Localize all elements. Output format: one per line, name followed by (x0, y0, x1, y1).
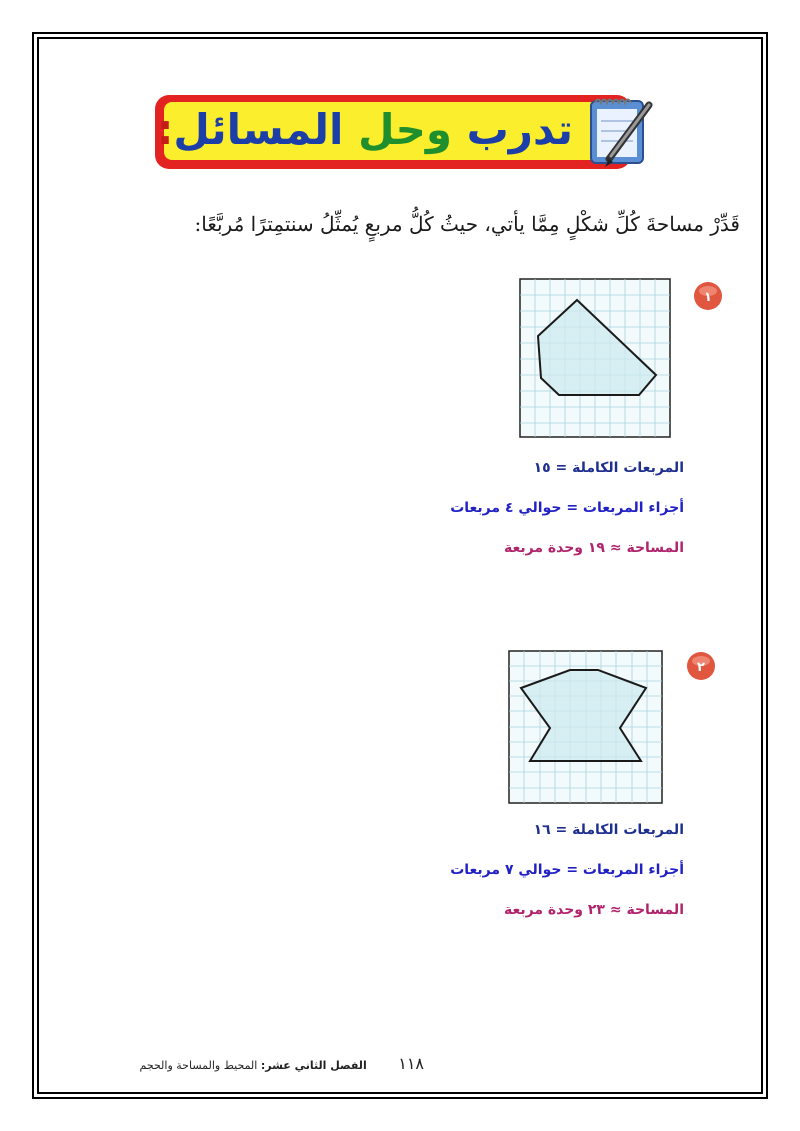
banner-title-part2: وحل (358, 105, 452, 154)
whole-squares-1: المربعات الكاملة = ١٥ (533, 460, 684, 476)
banner-title-colon: : (156, 105, 174, 154)
banner-title-part1: تدرب (466, 105, 573, 154)
problem-number-1: ١ (704, 290, 712, 305)
footer-chapter: الفصل الثاني عشر: (260, 1059, 367, 1072)
shape-grid-2 (508, 650, 663, 804)
problem-number-2-badge (686, 651, 716, 681)
area-estimate-2: المساحة ≈ ٢٣ وحدة مربعة (503, 902, 684, 918)
banner-title (156, 99, 573, 161)
notepad-pen-icon (583, 91, 655, 175)
instruction-text: قَدِّرْ مساحةَ كُلِّ شكْلٍ مِمَّا يأتي، حيثُ كُلُّ مربعٍ يُمثِّلُ سنتمِترًا مُربَّعًا: (194, 212, 740, 236)
partial-squares-2: أجزاء المربعات = حوالي ٧ مربعات (450, 862, 684, 878)
shape-grid-1 (519, 278, 671, 438)
answers-problem-1 (284, 456, 684, 576)
problem-number-1-badge (693, 281, 723, 311)
area-estimate-1: المساحة ≈ ١٩ وحدة مربعة (503, 540, 684, 556)
whole-squares-2: المربعات الكاملة = ١٦ (533, 822, 684, 838)
partial-squares-1: أجزاء المربعات = حوالي ٤ مربعات (450, 500, 684, 516)
polygon-shape-2 (521, 670, 646, 761)
section-banner (155, 91, 655, 175)
banner-title-part3: المسائل (173, 105, 344, 154)
problem-number-2: ٢ (697, 660, 705, 675)
footer-chapter-title: المحيط والمساحة والحجم (139, 1059, 258, 1072)
answers-problem-2 (284, 818, 684, 938)
page-footer (44, 1052, 424, 1076)
page-number: ١١٨ (398, 1054, 424, 1073)
